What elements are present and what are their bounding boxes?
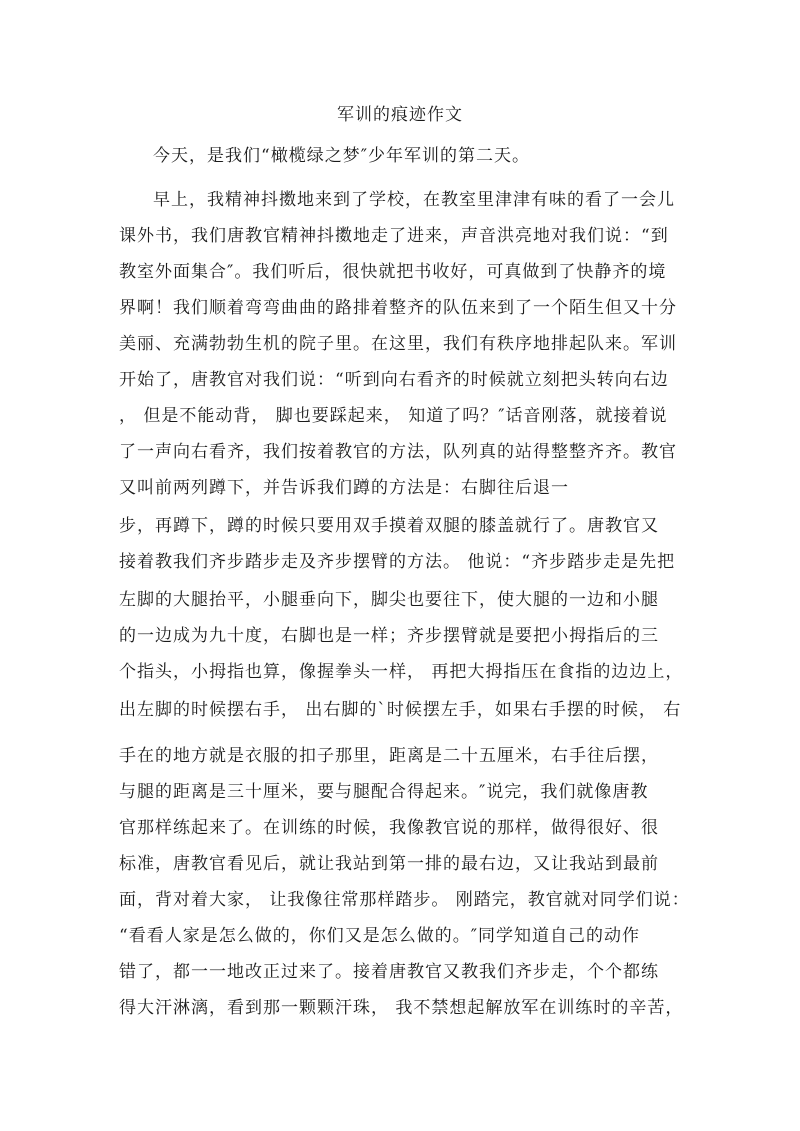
text-line: 左脚的大腿抬平，小腿垂向下，脚尖也要往下，使大腿的一边和小腿 bbox=[119, 590, 659, 610]
text-line: 官那样练起来了。在训练的时候，我像教官说的那样，做得很好、很 bbox=[119, 818, 659, 838]
text-line: 美丽、充满勃勃生机的院子里。在这里，我们有秩序地排起队来。军训 bbox=[119, 334, 677, 354]
text-line: 得大汗淋漓，看到那一颗颗汗珠， 我不禁想起解放军在训练时的辛苦， bbox=[119, 998, 684, 1018]
text-line: 错了，都一一地改正过来了。接着唐教官又教我们齐步走，个个都练 bbox=[119, 962, 659, 982]
text-line: 开始了，唐教官对我们说：“听到向右看齐的时候就立刻把头转向右边 bbox=[119, 370, 669, 390]
text-line: 又叫前两列蹲下，并告诉我们蹲的方法是：右脚往后退一 bbox=[119, 478, 569, 498]
text-line: ， 但是不能动背， 脚也要踩起来， 知道了吗？″话音刚落，就接着说 bbox=[119, 406, 668, 426]
text-line: 早上，我精神抖擞地来到了学校，在教室里津津有味的看了一会儿 bbox=[153, 190, 675, 210]
text-line: 手在的地方就是衣服的扣子那里，距离是二十五厘米，右手往后摆， bbox=[119, 746, 659, 766]
text-line: 课外书，我们唐教官精神抖擞地走了进来，声音洪亮地对我们说：“到 bbox=[119, 226, 669, 246]
text-line: 个指头，小拇指也算，像握拳头一样， 再把大拇指压在食指的边边上， bbox=[119, 662, 684, 682]
text-line: 教室外面集合″。我们听后，很快就把书收好，可真做到了快静齐的境 bbox=[119, 262, 667, 282]
text-line: 了一声向右看齐，我们按着教官的方法，队列真的站得整整齐齐。教官 bbox=[119, 442, 677, 462]
text-line: 与腿的距离是三十厘米，要与腿配合得起来。″说完，我们就像唐教 bbox=[119, 782, 649, 802]
text-line: 接着教我们齐步踏步走及齐步摆臂的方法。 他说：“齐步踏步走是先把 bbox=[119, 552, 676, 572]
text-line: 界啊！我们顺着弯弯曲曲的路排着整齐的队伍来到了一个陌生但又十分 bbox=[119, 298, 677, 318]
text-line: 步，再蹲下，蹲的时候只要用双手摸着双腿的膝盖就行了。唐教官又 bbox=[119, 516, 659, 536]
text-line: 标准，唐教官看见后，就让我站到第一排的最右边，又让我站到最前 bbox=[119, 854, 659, 874]
text-line: “看看人家是怎么做的，你们又是怎么做的。″同学知道自己的动作 bbox=[119, 926, 641, 946]
document-title: 军训的痕迹作文 bbox=[337, 105, 463, 125]
text-line: 面，背对着大家， 让我像往常那样踏步。 刚踏完，教官就对同学们说： bbox=[119, 890, 690, 910]
text-line: 今天，是我们“橄榄绿之梦″少年军训的第二天。 bbox=[153, 146, 531, 166]
text-line: 的一边成为九十度，右脚也是一样；齐步摆臂就是要把小拇指后的三 bbox=[119, 626, 659, 646]
text-line: 出左脚的时候摆右手， 出右脚的`时候摆左手，如果右手摆的时候， 右 bbox=[119, 700, 682, 720]
